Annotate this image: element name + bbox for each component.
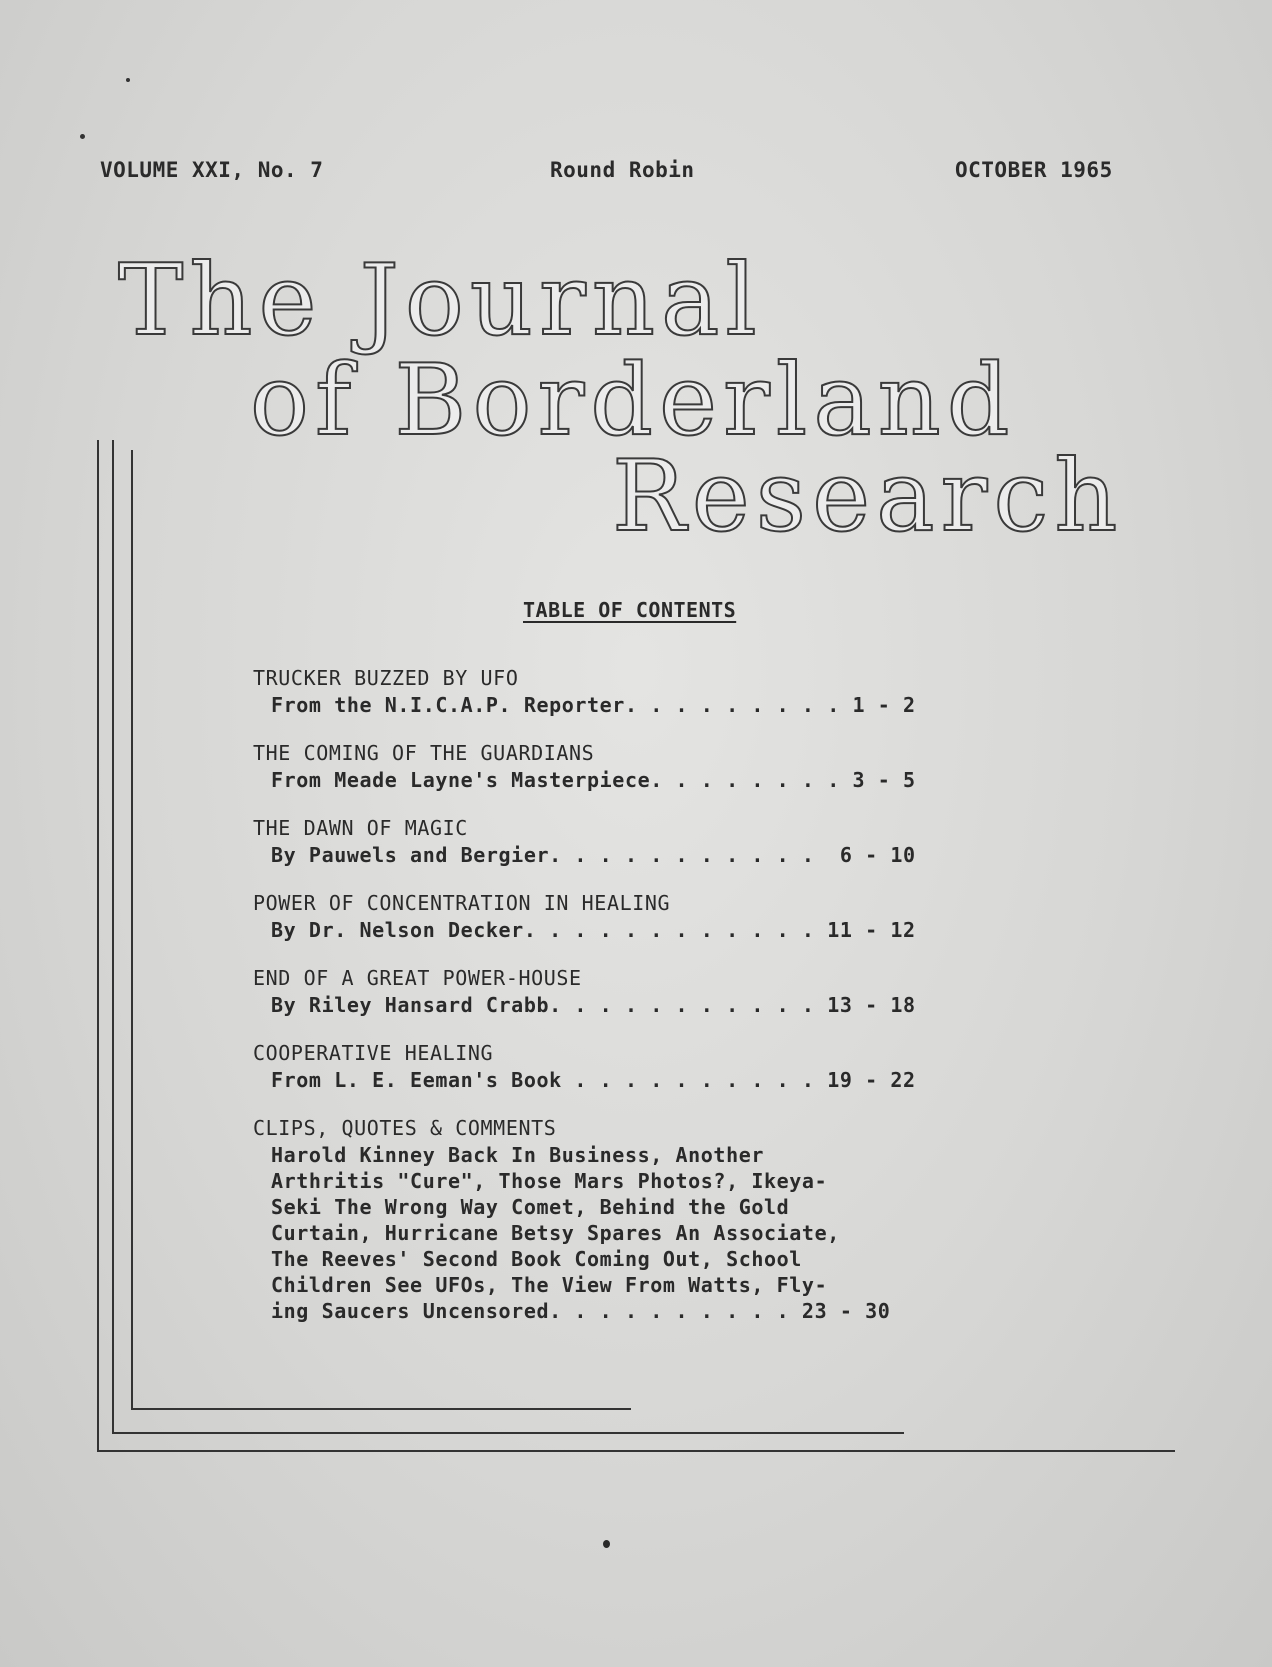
toc-entry-source-pages: From Meade Layne's Masterpiece. . . . . . . . 3 - 5 bbox=[271, 768, 916, 792]
toc-entry-title: POWER OF CONCENTRATION IN HEALING bbox=[253, 891, 671, 915]
masthead-line-2: of Borderland bbox=[250, 344, 1016, 458]
toc-entry-source-pages: By Pauwels and Bergier. . . . . . . . . . . 6 - 10 bbox=[271, 843, 916, 867]
toc-entry-source-pages: By Riley Hansard Crabb. . . . . . . . . . . 13 - 18 bbox=[271, 993, 916, 1017]
toc-entry-source-pages: By Dr. Nelson Decker. . . . . . . . . . . . 11 - 12 bbox=[271, 918, 916, 942]
toc-entry-title: THE DAWN OF MAGIC bbox=[253, 816, 468, 840]
border-rule-outer bbox=[97, 440, 99, 1450]
border-rule-middle bbox=[112, 440, 114, 1432]
masthead-line-3: Research bbox=[612, 440, 1124, 554]
border-rule-outer-bottom bbox=[97, 1450, 1175, 1452]
clips-line: The Reeves' Second Book Coming Out, School bbox=[271, 1247, 802, 1271]
volume-number: VOLUME XXI, No. 7 bbox=[100, 158, 324, 182]
table-of-contents-heading: TABLE OF CONTENTS bbox=[523, 598, 737, 622]
toc-entry-clips bbox=[253, 1115, 1013, 1324]
toc-entry-title: TRUCKER BUZZED BY UFO bbox=[253, 666, 519, 690]
clips-line: Children See UFOs, The View From Watts, Fly- bbox=[271, 1273, 828, 1297]
toc-entry bbox=[253, 890, 1013, 943]
issue-label: Round Robin bbox=[550, 158, 695, 182]
clips-line: Seki The Wrong Way Comet, Behind the Gold bbox=[271, 1195, 790, 1219]
toc-entry-title: CLIPS, QUOTES & COMMENTS bbox=[253, 1116, 557, 1140]
toc-entry bbox=[253, 740, 1013, 793]
toc-entry-source-pages: From L. E. Eeman's Book . . . . . . . . . . 19 - 22 bbox=[271, 1068, 916, 1092]
border-rule-middle-bottom bbox=[112, 1432, 904, 1434]
toc-entry-title: COOPERATIVE HEALING bbox=[253, 1041, 494, 1065]
toc-entry bbox=[253, 665, 1013, 718]
toc-entry bbox=[253, 815, 1013, 868]
masthead-line-1: The Journal bbox=[118, 244, 763, 358]
toc-entry-title: END OF A GREAT POWER-HOUSE bbox=[253, 966, 582, 990]
border-rule-inner-bottom bbox=[131, 1408, 631, 1410]
clips-line: ing Saucers Uncensored. . . . . . . . . . 23 - 30 bbox=[271, 1299, 891, 1323]
toc-entry-source-pages: From the N.I.C.A.P. Reporter. . . . . . . . . 1 - 2 bbox=[271, 693, 916, 717]
toc-entry bbox=[253, 1040, 1013, 1093]
border-rule-inner bbox=[131, 450, 133, 1408]
clips-line: Arthritis "Cure", Those Mars Photos?, Ikeya- bbox=[271, 1169, 828, 1193]
clips-line: Curtain, Hurricane Betsy Spares An Associate, bbox=[271, 1221, 840, 1245]
ink-speck bbox=[80, 134, 85, 139]
ink-speck bbox=[603, 1540, 610, 1548]
issue-date: OCTOBER 1965 bbox=[955, 158, 1113, 182]
table-of-contents bbox=[253, 665, 1013, 1346]
toc-entry-title: THE COMING OF THE GUARDIANS bbox=[253, 741, 595, 765]
clips-line: Harold Kinney Back In Business, Another bbox=[271, 1143, 764, 1167]
ink-speck bbox=[126, 78, 130, 82]
toc-entry bbox=[253, 965, 1013, 1018]
